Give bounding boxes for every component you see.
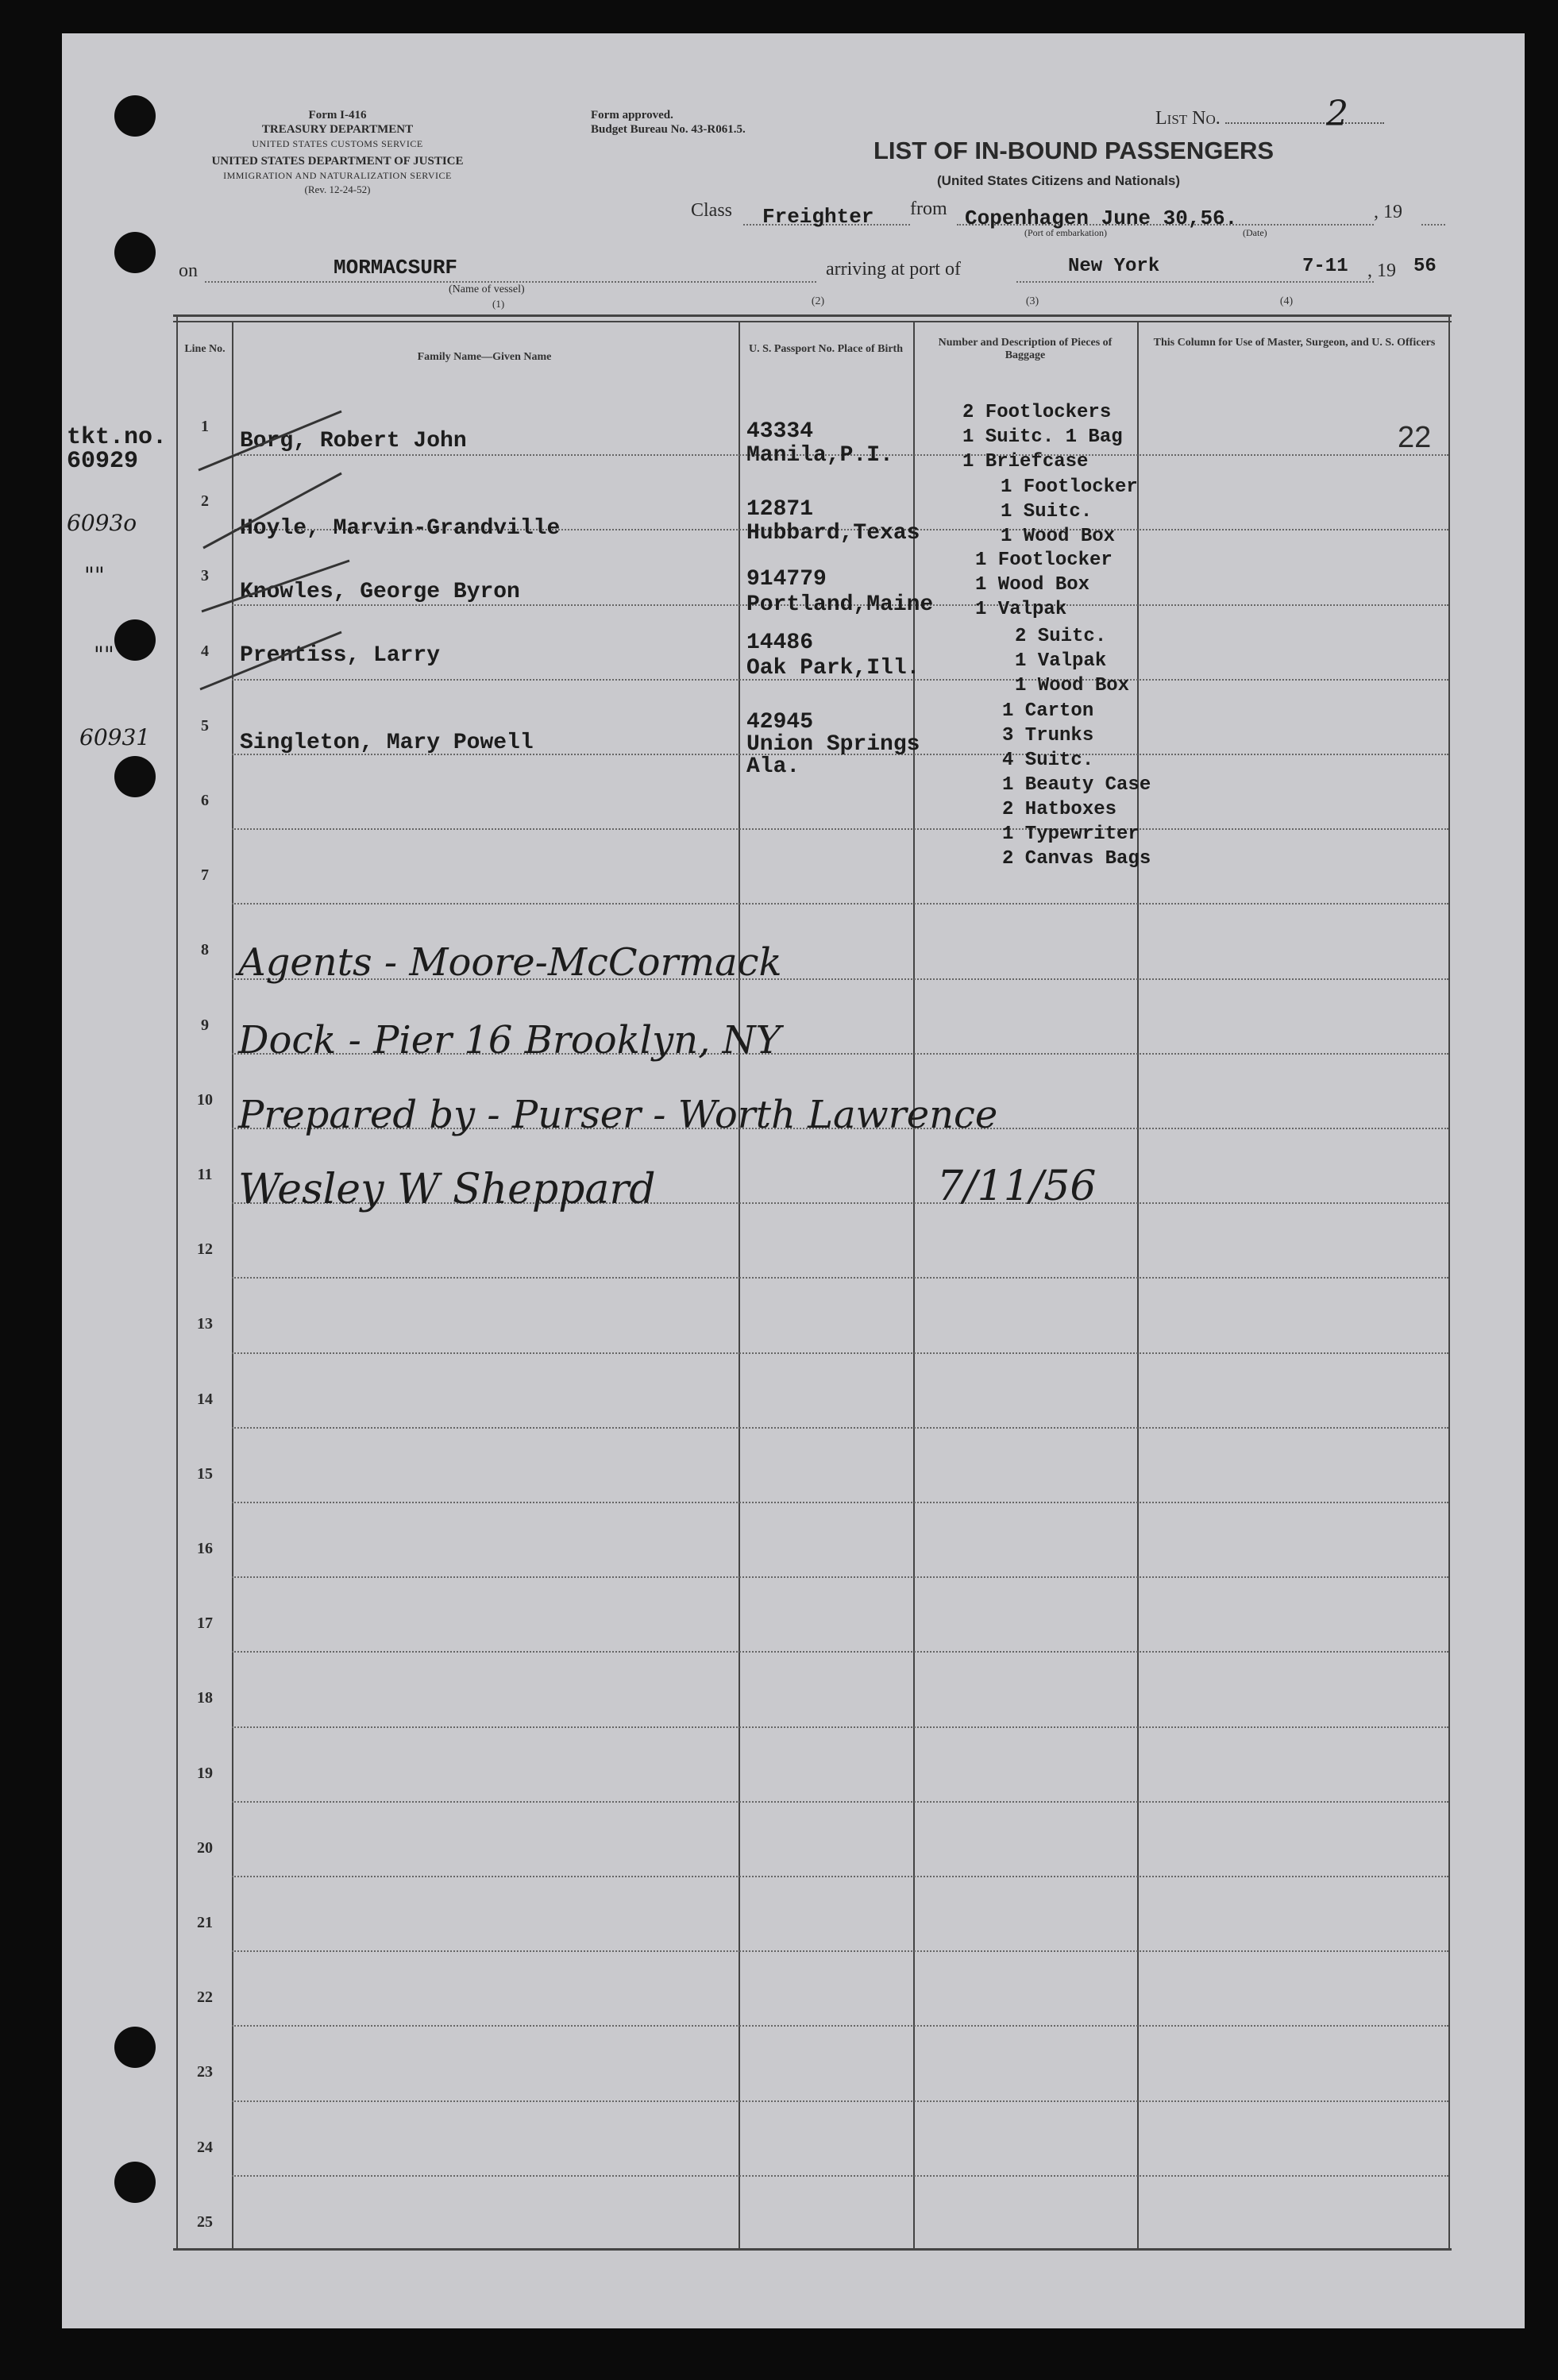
class-label: Class	[691, 200, 733, 221]
col-name: Family Name—Given Name	[417, 351, 552, 363]
row-divider	[232, 1726, 1448, 1728]
justice-dept: UNITED STATES DEPARTMENT OF JUSTICE	[211, 155, 464, 168]
row-divider	[232, 1352, 1448, 1354]
line-number: 23	[197, 2063, 213, 2081]
binder-hole	[114, 756, 156, 797]
line-number: 14	[197, 1391, 213, 1408]
handwritten-prepared-by: Prepared by - Purser - Worth Lawrence	[238, 1093, 998, 1137]
line-number: 1	[201, 418, 209, 435]
arriving-label: arriving at port of	[826, 259, 961, 280]
binder-hole	[114, 2027, 156, 2068]
line-number: 9	[201, 1016, 209, 1034]
line-number: 21	[197, 1914, 213, 1931]
row-divider	[232, 1427, 1448, 1429]
line-number: 5	[201, 717, 209, 735]
col1-number: (1)	[492, 298, 505, 310]
passenger-birthplace: Hubbard,Texas	[746, 521, 920, 546]
line-number: 3	[201, 567, 209, 584]
passenger-passport: 12871	[746, 497, 814, 522]
from-label: from	[910, 199, 947, 219]
arrival-year: 56	[1413, 256, 1437, 277]
passenger-name: Singleton, Mary Powell	[240, 731, 534, 755]
list-no-label: List No.	[1155, 108, 1221, 129]
baggage-list-3: 1 Footlocker 1 Wood Box 1 Valpak	[975, 550, 1113, 620]
form-approved: Form approved.	[591, 109, 673, 122]
handwritten-date: 7/11/56	[937, 1163, 1097, 1210]
binder-hole	[114, 232, 156, 273]
vessel-caption: (Name of vessel)	[449, 284, 525, 295]
line-number: 8	[201, 941, 209, 959]
ins-service: IMMIGRATION AND NATURALIZATION SERVICE	[223, 170, 452, 181]
line-number: 24	[197, 2139, 213, 2156]
row-divider	[232, 2025, 1448, 2027]
vessel-name: MORMACSURF	[334, 256, 458, 280]
line-number: 10	[197, 1091, 213, 1109]
row-divider	[232, 2175, 1448, 2177]
passenger-birthplace: Portland,Maine	[746, 592, 934, 617]
form-number: Form I-416	[308, 109, 367, 122]
margin-ticket-5: 60931	[79, 724, 151, 750]
baggage-list-4: 2 Suitc. 1 Valpak 1 Wood Box	[1015, 626, 1130, 696]
list-number-field	[1155, 108, 1384, 129]
customs-service: UNITED STATES CUSTOMS SERVICE	[252, 138, 423, 149]
row-divider	[232, 1277, 1448, 1279]
year-prefix-2: , 19	[1367, 260, 1396, 281]
line-number: 2	[201, 492, 209, 510]
col-number-4: (4)	[1279, 295, 1294, 307]
line-number: 4	[201, 642, 209, 660]
margin-ticket-1: 60929	[67, 448, 139, 475]
col-baggage: Number and Description of Pieces of Baggage	[938, 337, 1113, 361]
form-approval	[591, 108, 746, 137]
col-number-2: (2)	[811, 295, 825, 307]
passenger-birthplace: Union Springs Ala.	[746, 732, 920, 779]
baggage-list-1: 2 Footlockers 1 Suitc. 1 Bag 1 Briefcase	[962, 402, 1123, 473]
line-number: 6	[201, 792, 209, 809]
form-header-left	[175, 108, 500, 197]
col-officers: This Column for Use of Master, Surgeon, and U. S. Officers	[1153, 337, 1436, 349]
passenger-name: Borg, Robert John	[240, 429, 467, 453]
line-number: 18	[197, 1689, 213, 1707]
passenger-passport: 43334	[746, 419, 814, 444]
check-marks	[191, 397, 365, 707]
baggage-list-5: 1 Carton 3 Trunks 4 Suitc. 1 Beauty Case 2 Hatboxes 1 Typewriter 2 Canvas Bags	[1002, 700, 1151, 870]
handwritten-agents: Agents - Moore-McCormack	[238, 940, 782, 985]
margin-ditto-4: ""	[94, 642, 114, 668]
passenger-name: Hoyle, Marvin-Grandville	[240, 516, 561, 541]
line-number: 22	[197, 1988, 213, 2006]
year-prefix-1: , 19	[1374, 202, 1402, 222]
from-value: Copenhagen June 30,56.	[965, 206, 1238, 230]
line-number: 19	[197, 1765, 213, 1782]
line-number: 17	[197, 1614, 213, 1632]
line-number: 20	[197, 1839, 213, 1857]
form-revision: (Rev. 12-24-52)	[304, 183, 371, 195]
binder-hole	[114, 95, 156, 137]
arrival-port: New York	[1068, 256, 1160, 277]
officer-note: 22	[1398, 421, 1432, 454]
baggage-list-2: 1 Footlocker 1 Suitc. 1 Wood Box	[1001, 476, 1138, 547]
row-divider	[232, 903, 1448, 905]
col-passport: U. S. Passport No. Place of Birth	[748, 343, 904, 355]
handwritten-dock: Dock - Pier 16 Brooklyn, NY	[238, 1018, 781, 1063]
binder-hole	[114, 619, 156, 661]
line-number: 13	[197, 1315, 213, 1333]
passenger-birthplace: Manila,P.I.	[746, 443, 893, 468]
row-divider	[232, 828, 1448, 830]
line-number: 7	[201, 866, 209, 884]
row-divider	[232, 1876, 1448, 1877]
row-divider	[232, 2100, 1448, 2102]
treasury-dept: TREASURY DEPARTMENT	[261, 123, 414, 136]
budget-bureau: Budget Bureau No. 43-R061.5.	[591, 123, 746, 136]
line-number: 11	[197, 1166, 213, 1183]
row-divider	[232, 1502, 1448, 1503]
page-title: LIST OF IN-BOUND PASSENGERS	[873, 137, 1275, 164]
passenger-passport: 914779	[746, 567, 827, 592]
on-label: on	[179, 260, 198, 281]
line-number: 15	[197, 1465, 213, 1483]
line-number: 16	[197, 1540, 213, 1557]
handwritten-signature: Wesley W Sheppard	[238, 1166, 656, 1213]
list-number-value: 2	[1326, 94, 1348, 134]
passenger-passport: 14486	[746, 631, 814, 655]
margin-ticket-2: 6093o	[67, 510, 137, 536]
row-divider	[232, 1651, 1448, 1653]
line-number: 12	[197, 1240, 213, 1258]
col-number-3: (3)	[1025, 295, 1039, 307]
margin-ticket-label: tkt.no.	[67, 424, 168, 451]
row-divider	[232, 1576, 1448, 1578]
passenger-passport: 42945	[746, 710, 814, 735]
passenger-name: Knowles, George Byron	[240, 580, 520, 604]
arrival-date: 7-11	[1302, 256, 1348, 277]
margin-ditto-3: ""	[84, 562, 105, 588]
col-line-no: Line No.	[184, 343, 226, 355]
date-caption: (Date)	[1243, 227, 1267, 238]
row-divider	[232, 1950, 1448, 1952]
row-divider	[232, 1801, 1448, 1803]
binder-hole	[114, 2162, 156, 2203]
class-value: Freighter	[762, 205, 874, 229]
page-subtitle: (United States Citizens and Nationals)	[937, 173, 1181, 188]
port-embarkation-caption: (Port of embarkation)	[1024, 227, 1107, 238]
line-number: 25	[197, 2213, 213, 2231]
passenger-name: Prentiss, Larry	[240, 643, 441, 668]
passenger-birthplace: Oak Park,Ill.	[746, 656, 920, 681]
